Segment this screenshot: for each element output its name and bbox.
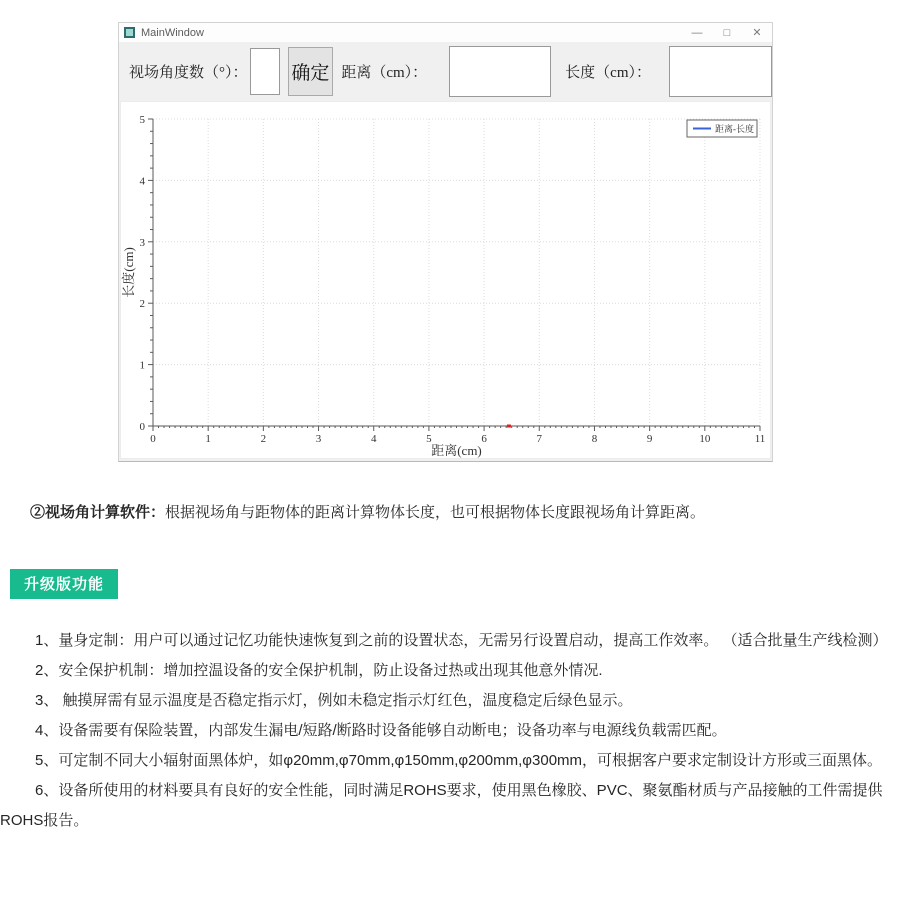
fov-angle-label: 视场角度数（°）： xyxy=(129,64,248,81)
svg-text:6: 6 xyxy=(481,433,487,445)
feature-item-5: 5、可定制不同大小辐射面黑体炉，如φ20mm,φ70mm,φ150mm,φ200mm,φ300mm，可根据客户要求定制设计方形或三面黑体。 xyxy=(35,752,883,769)
svg-text:10: 10 xyxy=(699,433,711,445)
description-text: 根据视场角与距物体的距离计算物体长度，也可根据物体长度跟视场角计算距离。 xyxy=(165,504,706,521)
svg-text:4: 4 xyxy=(139,175,145,188)
feature-list xyxy=(0,626,900,836)
upgrade-features-badge: 升级版功能 xyxy=(10,569,118,599)
feature-item-1: 1、量身定制：用户可以通过记忆功能快速恢复到之前的设置状态，无需另行设置启动，提高工作效率。 （适合批量生产线检测） xyxy=(35,632,888,649)
svg-text:0: 0 xyxy=(150,433,156,445)
close-button[interactable]: ✕ xyxy=(752,27,762,39)
svg-text:1: 1 xyxy=(205,433,211,445)
feature-item-4: 4、设备需要有保险装置，内部发生漏电/短路/断路时设备能够自动断电；设备功率与电源线负载需匹配。 xyxy=(35,722,727,739)
feature-item-3: 3、 触摸屏需有显示温度是否稳定指示灯，例如未稳定指示灯红色，温度稳定后绿色显示。 xyxy=(35,692,633,709)
svg-text:0: 0 xyxy=(139,421,145,433)
y-axis-label: 长度(cm) xyxy=(121,247,136,298)
length-input[interactable] xyxy=(669,46,772,97)
svg-text:3: 3 xyxy=(315,433,322,445)
svg-text:3: 3 xyxy=(139,236,145,249)
svg-text:5: 5 xyxy=(426,433,432,445)
description-bold: ②视场角计算软件： xyxy=(30,504,166,521)
length-label: 长度（cm）： xyxy=(565,64,651,81)
feature-item-2: 2、安全保护机制：增加控温设备的安全保护机制，防止设备过热或出现其他意外情况. xyxy=(35,662,603,679)
maximize-button[interactable]: □ xyxy=(723,26,731,39)
chart-svg xyxy=(121,102,772,460)
software-description xyxy=(30,503,900,523)
window-title: MainWindow xyxy=(141,26,204,39)
axis-marker-point xyxy=(507,425,511,428)
distance-input[interactable] xyxy=(449,46,551,97)
svg-text:7: 7 xyxy=(536,433,543,445)
svg-text:2: 2 xyxy=(139,298,145,311)
title-bar xyxy=(119,23,772,42)
svg-text:8: 8 xyxy=(591,433,598,445)
confirm-button[interactable]: 确定 xyxy=(288,47,334,96)
legend-label: 距离-长度 xyxy=(715,124,754,134)
feature-item-6: 6、设备所使用的材料要具有良好的安全性能，同时满足ROHS要求，使用黑色橡胶、PVC、聚氨酯材质与产品接触的工件需提供ROHS报告。 xyxy=(0,782,883,829)
svg-text:1: 1 xyxy=(139,359,145,372)
distance-label: 距离（cm）： xyxy=(341,64,428,81)
svg-text:9: 9 xyxy=(646,433,653,445)
svg-text:5: 5 xyxy=(139,114,145,126)
x-axis-label: 距离(cm) xyxy=(431,443,482,458)
toolbar xyxy=(119,42,772,100)
chart-area xyxy=(120,101,771,459)
minimize-button[interactable]: — xyxy=(691,26,703,39)
fov-angle-input[interactable] xyxy=(250,48,280,95)
svg-text:11: 11 xyxy=(754,433,766,445)
main-window xyxy=(118,22,773,462)
window-controls xyxy=(682,23,772,42)
svg-text:4: 4 xyxy=(370,433,377,445)
app-icon xyxy=(124,27,135,38)
main-content xyxy=(0,495,900,836)
svg-text:2: 2 xyxy=(260,433,267,445)
